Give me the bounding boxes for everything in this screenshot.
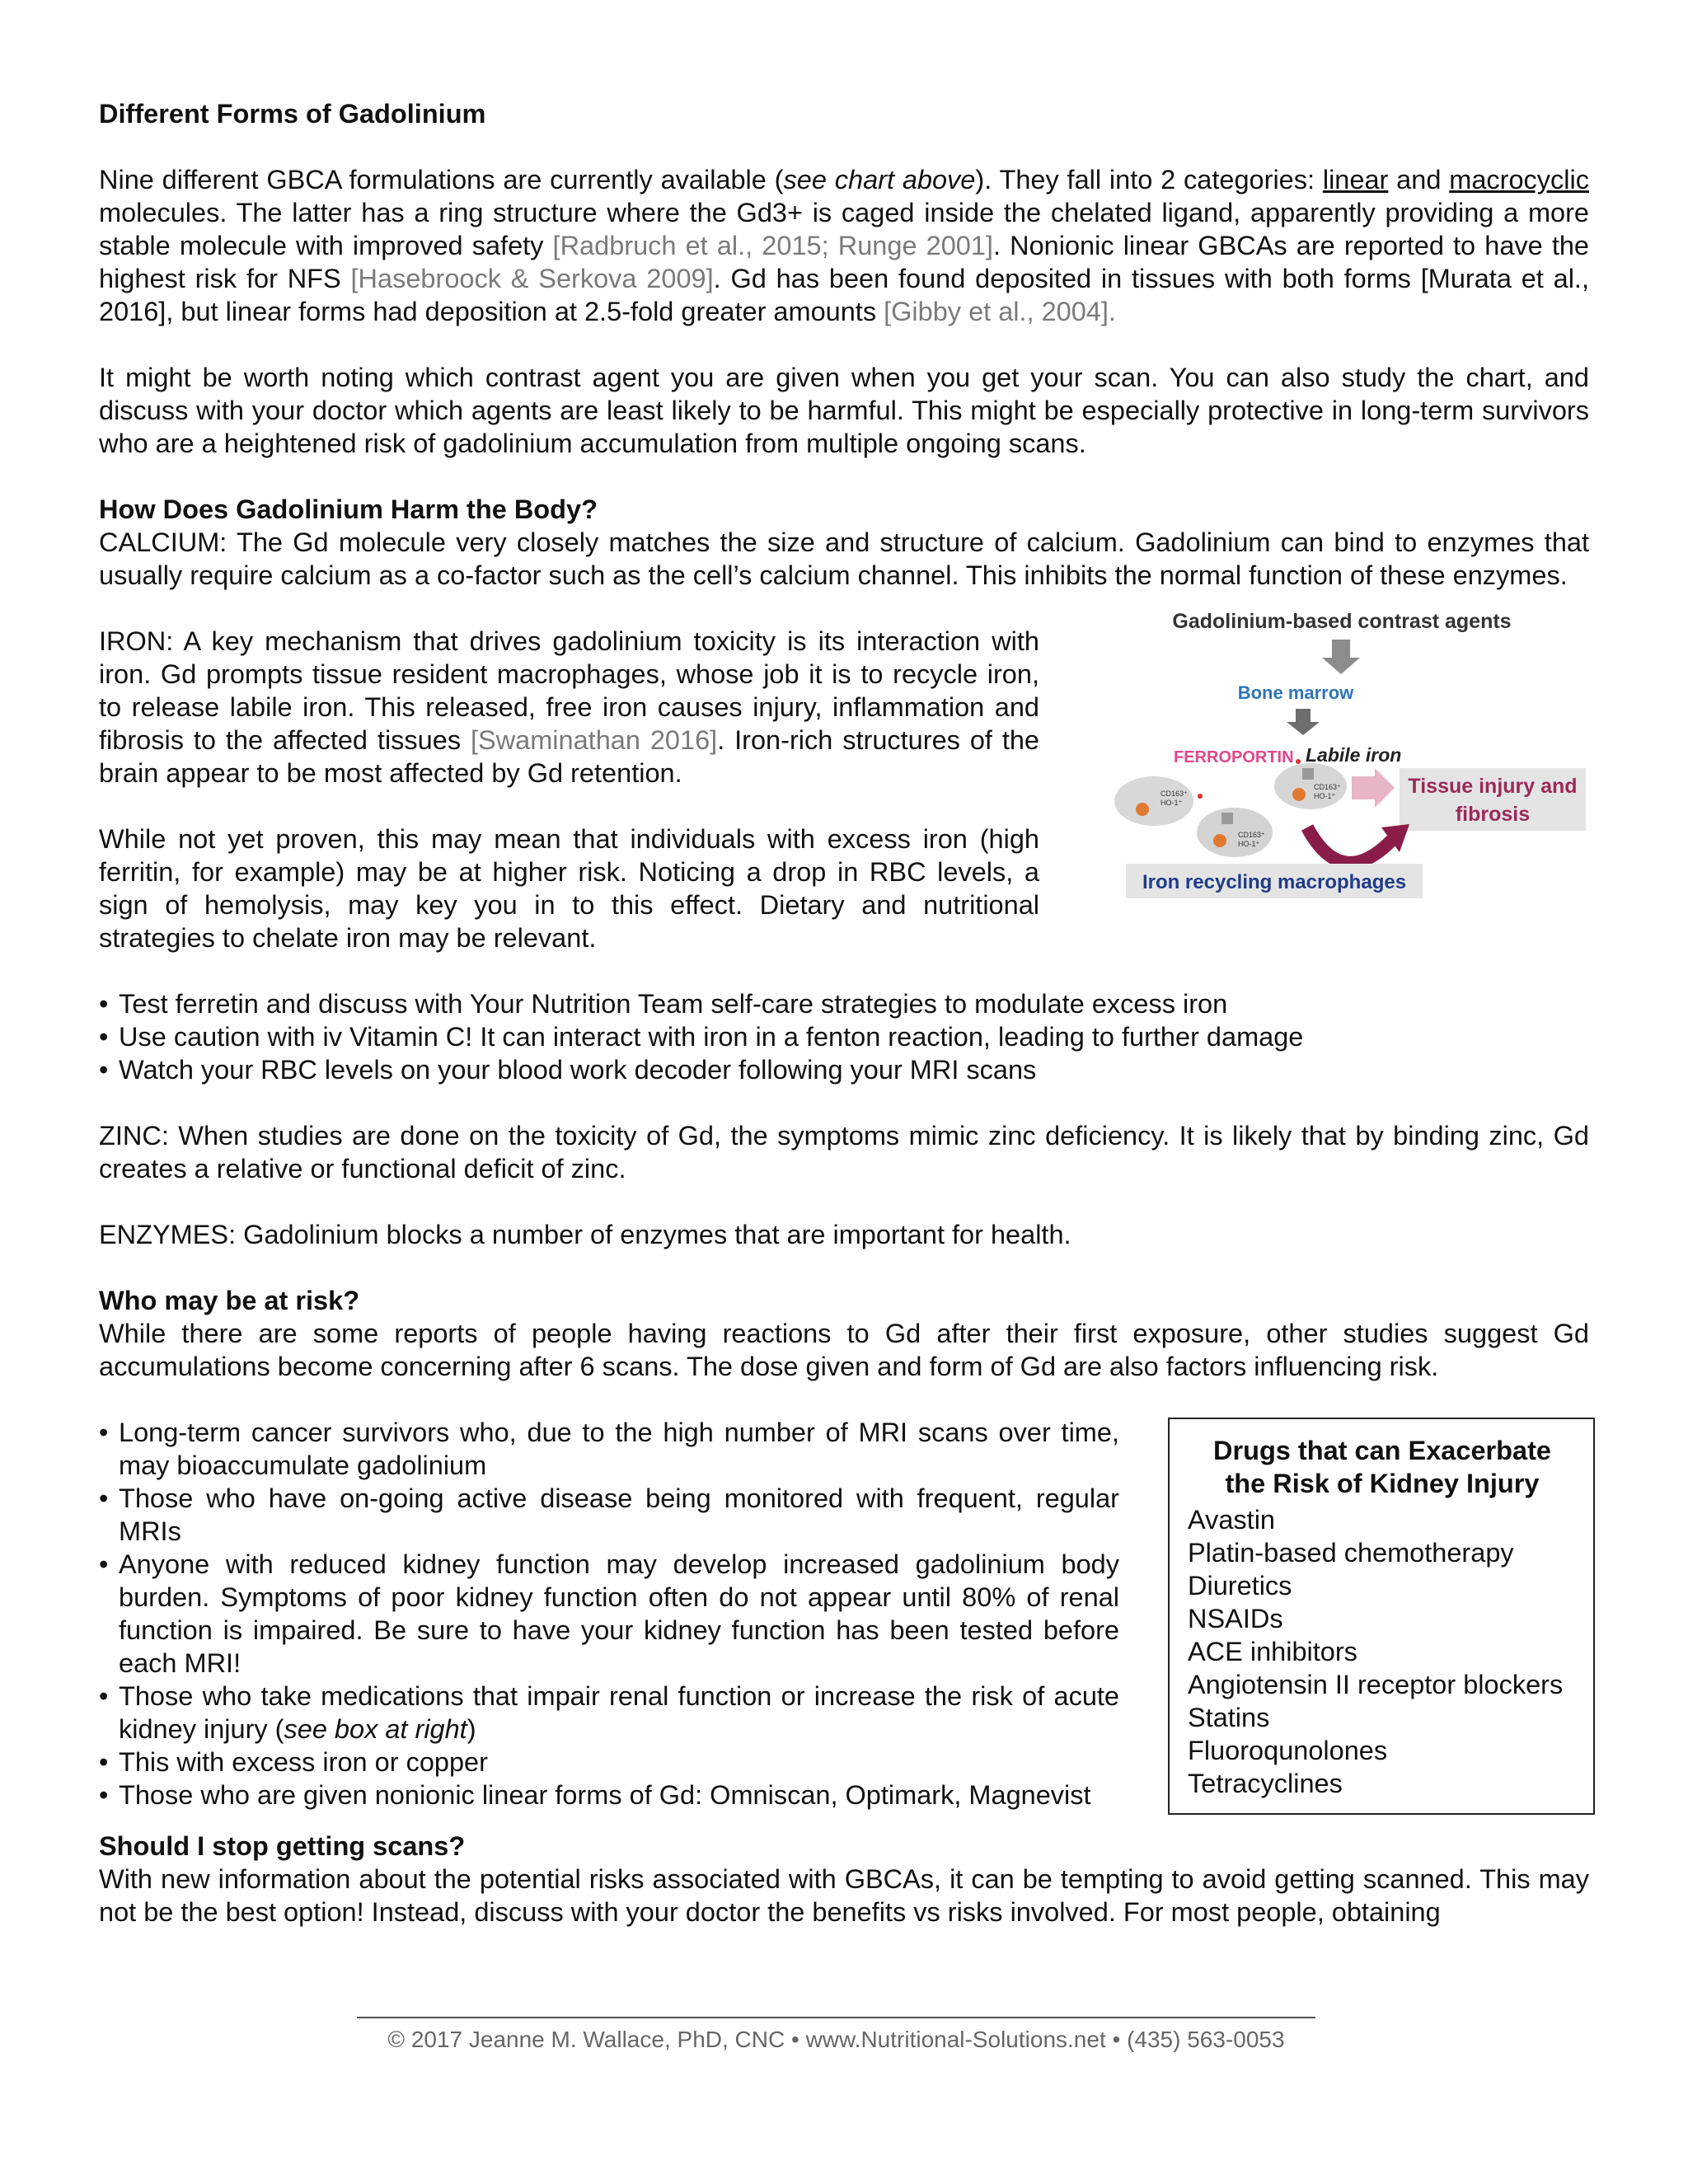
svg-text:HO-1⁺: HO-1⁺	[1160, 799, 1183, 807]
iron-bullet-list	[99, 987, 1589, 1086]
figure-tissue-line1: Tissue injury and	[1408, 775, 1578, 798]
list-item: • Watch your RBC levels on your blood work decoder following your MRI scans	[99, 1053, 1589, 1086]
linear-link[interactable]: linear	[1322, 165, 1389, 194]
down-arrow-icon	[1322, 640, 1360, 674]
down-arrow-icon	[1287, 709, 1320, 735]
paragraph-iron-risk: While not yet proven, this may mean that individuals with excess iron (high ferritin, for example) may be at higher risk. Noticing a drop in RBC levels, a sign of hemolysis, may key you in to this effect. Dietary and nutritional strategies to chelate iron may be relevant.	[99, 824, 1039, 953]
citation: [Swaminathan 2016]	[470, 725, 718, 755]
gadolinium-iron-figure	[1095, 607, 1589, 932]
paragraph-iron: IRON: A key mechanism that drives gadolinium toxicity is its interaction with iron. Gd prompts tissue resident macrophages, whose job it is to recycle iron, to release labile iron. This released, free iron causes injury, inflammation and fibrosis to the affected tissues [Swaminathan 2016]. Iron-rich structures of the brain appear to be most affected by Gd retention.	[99, 626, 1040, 788]
kidney-drugs-box	[1168, 1418, 1595, 1815]
risk-bullet-list	[99, 1416, 1119, 1811]
drug-item: Statins	[1188, 1703, 1270, 1732]
curved-arrow-icon	[1307, 824, 1409, 863]
list-item: • Those who have on-going active disease being monitored with frequent, regular MRIs	[99, 1482, 1119, 1548]
paragraph-zinc: ZINC: When studies are done on the toxicity of Gd, the symptoms mimic zinc deficiency. It is likely that by binding zinc, Gd creates a relative or functional deficit of zinc.	[99, 1121, 1589, 1183]
svg-text:CD163⁺: CD163⁺	[1238, 831, 1265, 839]
list-item: • Use caution with iv Vitamin C! It can interact with iron in a fenton reaction, leading to further damage	[99, 1020, 1589, 1053]
heading-who-at-risk: Who may be at risk?	[99, 1286, 360, 1315]
macrophage-cell	[1197, 808, 1273, 857]
document-page	[99, 97, 1589, 1929]
list-item: • This with excess iron or copper	[99, 1746, 1119, 1779]
drug-item: Diuretics	[1188, 1571, 1292, 1601]
drug-list	[1188, 1503, 1577, 1800]
paragraph-enzymes: ENZYMES: Gadolinium blocks a number of enzymes that are important for health.	[99, 1220, 1071, 1249]
figure-ferroportin: FERROPORTIN	[1174, 748, 1294, 766]
citation: [Hasebroock & Serkova 2009]	[350, 264, 714, 293]
figure-bone-marrow: Bone marrow	[1237, 682, 1354, 703]
citation: [Gibby et al., 2004].	[884, 297, 1116, 326]
list-item: • Test ferretin and discuss with Your Nutrition Team self-care strategies to modulate excess iron	[99, 987, 1589, 1020]
figure-macrophages: Iron recycling macrophages	[1142, 871, 1407, 893]
paragraph-gbca-forms: Nine different GBCA formulations are currently available (see chart above). They fall into 2 categories: linear and macrocyclic molecules. The latter has a ring structure where the Gd3+ is caged inside the chelated ligand, apparently providing a more stable molecule with improved safety [Radbruch et al., 2015; Runge 2001]. Nonionic linear GBCAs are reported to have the highest risk for NFS [Hasebroock & Serkova 2009]. Gd has been found deposited in tissues with both forms [Murata et al., 2016], but linear forms had deposition at 2.5-fold greater amounts [Gibby et al., 2004].	[99, 165, 1590, 326]
paragraph-contrast-agent-note: It might be worth noting which contrast agent you are given when you get your scan. You can also study the chart, and discuss with your doctor which agents are least likely to be harmful. This might be especially protective in long-term survivors who are a heightened risk of gadolinium accumulation from multiple ongoing scans.	[99, 363, 1589, 458]
drug-item: ACE inhibitors	[1188, 1637, 1357, 1666]
svg-text:CD163⁺: CD163⁺	[1160, 790, 1188, 798]
list-item: • Long-term cancer survivors who, due to the high number of MRI scans over time, may bioaccumulate gadolinium	[99, 1416, 1119, 1482]
list-item: • Those who are given nonionic linear forms of Gd: Omniscan, Optimark, Magnevist	[99, 1779, 1119, 1811]
paragraph-risk-intro: While there are some reports of people having reactions to Gd after their first exposure, other studies suggest Gd accumulations become concerning after 6 scans. The dose given and form of Gd are also factors influencing risk.	[99, 1319, 1589, 1381]
macrophage-cell	[1114, 776, 1193, 826]
svg-text:HO-1⁺: HO-1⁺	[1238, 840, 1260, 848]
page-footer: © 2017 Jeanne M. Wallace, PhD, CNC • www.Nutritional-Solutions.net • (435) 563-0053	[357, 2017, 1315, 2053]
list-item: • Those who take medications that impair renal function or increase the risk of acute kidney injury (see box at right)	[99, 1680, 1119, 1746]
drug-item: Tetracyclines	[1188, 1769, 1343, 1798]
right-arrow-icon	[1352, 768, 1395, 808]
drug-item: Platin-based chemotherapy	[1188, 1538, 1514, 1568]
drug-item: NSAIDs	[1188, 1604, 1283, 1633]
heading-how-gd-harms: How Does Gadolinium Harm the Body?	[99, 494, 598, 524]
risk-section	[99, 1416, 1589, 1815]
figure-title: Gadolinium-based contrast agents	[1172, 610, 1512, 633]
heading-stop-scans: Should I stop getting scans?	[99, 1831, 466, 1861]
drug-item: Fluoroqunolones	[1188, 1736, 1388, 1765]
paragraph-calcium: CALCIUM: The Gd molecule very closely matches the size and structure of calcium. Gadolinium can bind to enzymes that usually require calcium as a co-factor such as the cell’s calcium channel. This inhibits the normal function of these enzymes.	[99, 527, 1589, 590]
figure-tissue-line2: fibrosis	[1455, 803, 1531, 826]
heading-different-forms: Different Forms of Gadolinium	[99, 99, 486, 129]
macrophage-cell	[1274, 763, 1347, 809]
figure-labile-iron: Labile iron	[1306, 744, 1402, 766]
citation: [Radbruch et al., 2015; Runge 2001]	[552, 231, 993, 260]
svg-text:CD163⁺: CD163⁺	[1314, 783, 1341, 791]
drug-item: Avastin	[1188, 1505, 1275, 1535]
list-item: • Anyone with reduced kidney function may develop increased gadolinium body burden. Symptoms of poor kidney function often do not appear until 80% of renal function is impaired. Be sure to have your kidney function has been tested before each MRI!	[99, 1548, 1119, 1680]
paragraph-stop-scans: With new information about the potential risks associated with GBCAs, it can be tempting to avoid getting scanned. This may not be the best option! Instead, discuss with your doctor the benefits vs risks involved. For most people, obtaining	[99, 1864, 1589, 1927]
iron-section	[99, 610, 1589, 954]
drug-item: Angiotensin II receptor blockers	[1188, 1670, 1564, 1699]
macrocyclic-link[interactable]: macrocyclic	[1449, 165, 1589, 194]
drugbox-title: Drugs that can Exacerbate the Risk of Kidney Injury	[1212, 1436, 1551, 1498]
svg-text:HO-1⁺: HO-1⁺	[1314, 792, 1336, 800]
